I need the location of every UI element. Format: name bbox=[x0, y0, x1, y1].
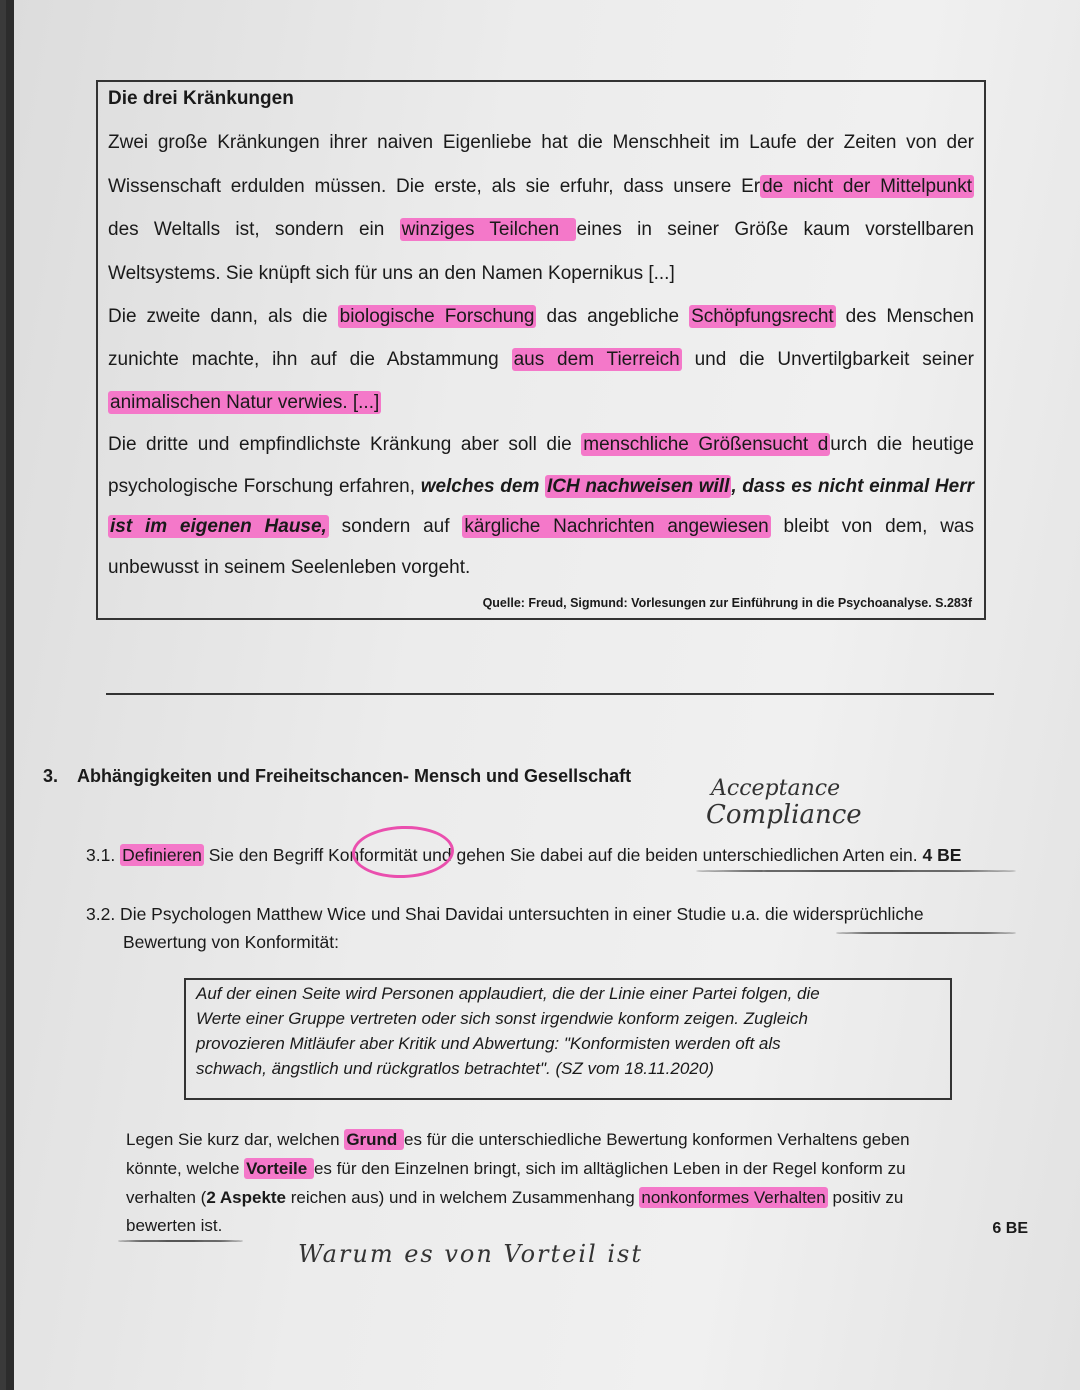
quote-box bbox=[184, 978, 952, 1100]
quote-line-2: Werte einer Gruppe vertreten oder sich sonst irgendwie konform zeigen. Zugleich bbox=[196, 1009, 808, 1028]
section-heading bbox=[43, 766, 631, 787]
text-line-7: animalischen Natur verwies. [...] bbox=[110, 392, 380, 413]
circle-mark-konformitaet bbox=[351, 824, 455, 880]
task-points: 6 BE bbox=[992, 1220, 1028, 1237]
quote-line-1: Auf der einen Seite wird Personen applaudiert, die der Linie einer Partei folgen, die bbox=[196, 984, 820, 1003]
separator-line bbox=[106, 693, 994, 695]
handwritten-compliance: Compliance bbox=[706, 800, 862, 830]
underline-mark bbox=[696, 870, 1016, 872]
quote-line-4: schwach, ängstlich und rückgratlos betrachtet". (SZ vom 18.11.2020) bbox=[196, 1059, 714, 1078]
task-line-3: verhalten (2 Aspekte reichen aus) und in welchem Zusammenhang nonkonformes Verhalten positiv zu bbox=[126, 1188, 904, 1207]
task-line-2: könnte, welche Vorteile es für den Einzelnen bringt, sich im alltäglichen Leben in der Regel konform zu bbox=[126, 1159, 906, 1178]
handwritten-acceptance: Acceptance bbox=[711, 776, 841, 801]
underline-mark-2 bbox=[836, 932, 1016, 934]
question-3-2-line2: Bewertung von Konformität: bbox=[123, 932, 339, 952]
source-citation: Quelle: Freud, Sigmund: Vorlesungen zur Einführung in die Psychoanalyse. S.283f bbox=[482, 596, 972, 610]
task-line-4: bewerten ist. bbox=[126, 1216, 223, 1235]
text-line-9: psychologische Forschung erfahren, welches dem ICH nachweisen will , dass es nicht einmal Herr bbox=[108, 476, 974, 497]
text-line-11: unbewusst in seinem Seelenleben vorgeht. bbox=[108, 557, 471, 578]
task-line-1: Legen Sie kurz dar, welchen Grund es für die unterschiedliche Bewertung konformen Verhaltens geben bbox=[126, 1130, 910, 1149]
question-3-1: 3.1. Definieren Sie den Begriff Konformität und gehen Sie dabei auf die beiden unterschiedlichen Arten ein. 4 BE bbox=[86, 845, 962, 865]
text-line-5: Die zweite dann, als die biologische Forschung das angebliche Schöpfungsrecht des Menschen bbox=[108, 306, 974, 327]
handwritten-note: Warum es von Vorteil ist bbox=[298, 1240, 643, 1268]
text-line-6: zunichte machte, ihn auf die Abstammung aus dem Tierreich und die Unvertilgbarkeit seiner bbox=[108, 349, 975, 370]
page-shadow-edge bbox=[6, 0, 14, 1390]
text-line-3: des Weltalls ist, sondern ein winziges Teilchen eines in seiner Größe kaum vorstellbaren bbox=[108, 219, 975, 240]
freud-text-box bbox=[96, 80, 986, 620]
text-line-4: Weltsystems. Sie knüpft sich für uns an den Namen Kopernikus [...] bbox=[108, 263, 675, 284]
text-line-10: ist im eigenen Hause, sondern auf kärgliche Nachrichten angewiesen bleibt von dem, was bbox=[110, 516, 974, 537]
text-line-1: Zwei große Kränkungen ihrer naiven Eigenliebe hat die Menschheit im Laufe der Zeiten von der bbox=[108, 132, 974, 153]
text-line-8: Die dritte und empfindlichste Kränkung aber soll die menschliche Größensucht d urch die heutige bbox=[108, 434, 974, 455]
underline-mark-3 bbox=[118, 1240, 243, 1242]
quote-line-3: provozieren Mitläufer aber Kritik und Abwertung: "Konformisten werden oft als bbox=[196, 1034, 781, 1053]
text-box-title: Die drei Kränkungen bbox=[108, 88, 294, 109]
text-line-2: Wissenschaft erdulden müssen. Die erste, als sie erfuhr, dass unsere Er de nicht der Mittelpunkt bbox=[108, 176, 972, 197]
section-title: Abhängigkeiten und Freiheitschancen- Mensch und Gesellschaft bbox=[77, 766, 632, 786]
question-3-2-line1: 3.2. Die Psychologen Matthew Wice und Shai Davidai untersuchten in einer Studie u.a. die widersprüchliche bbox=[86, 904, 924, 924]
section-number: 3. bbox=[43, 766, 59, 786]
worksheet-page bbox=[6, 0, 1080, 1390]
